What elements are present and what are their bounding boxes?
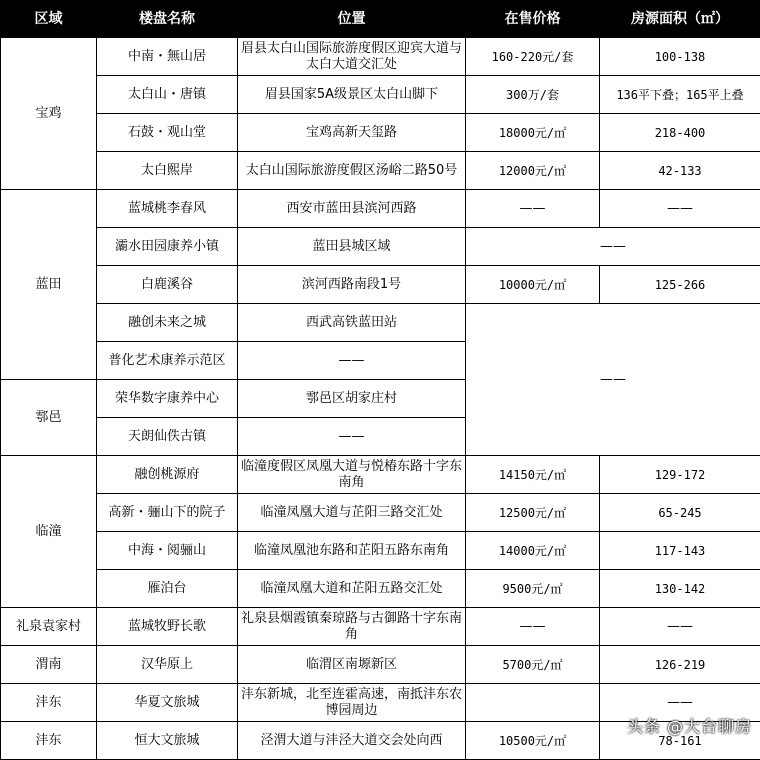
region-cell: 鄠邑	[1, 380, 97, 456]
property-name: 普化艺术康养示范区	[97, 342, 238, 380]
area-cell: ——	[600, 608, 760, 646]
location-cell: 礼泉县烟霞镇秦琼路与古御路十字东南角	[238, 608, 466, 646]
area-cell: 125-266	[600, 266, 760, 304]
table-row	[1, 456, 760, 494]
header-row	[1, 1, 760, 38]
property-name: 高新・骊山下的院子	[97, 494, 238, 532]
area-cell: 130-142	[600, 570, 760, 608]
area-cell: 65-245	[600, 494, 760, 532]
property-name: 蓝城牧野长歌	[97, 608, 238, 646]
property-name: 中南・無山居	[97, 38, 238, 76]
header-name: 楼盘名称	[97, 1, 238, 38]
location-cell: 沣东新城，北至连霍高速，南抵沣东农博园周边	[238, 684, 466, 722]
location-cell: 临潼度假区凤凰大道与悦椿东路十字东南角	[238, 456, 466, 494]
area-cell: 126-219	[600, 646, 760, 684]
area-cell: 136平下叠；165平上叠	[600, 76, 760, 114]
table-row	[1, 76, 760, 114]
location-cell: 临潼凤凰大道和芷阳五路交汇处	[238, 570, 466, 608]
area-cell: 117-143	[600, 532, 760, 570]
price-cell: 12500元/㎡	[466, 494, 600, 532]
region-cell: 蓝田	[1, 190, 97, 380]
header-region: 区域	[1, 1, 97, 38]
table-row	[1, 494, 760, 532]
table-row	[1, 114, 760, 152]
merged-price-area-cell: ——	[466, 228, 760, 266]
merged-price-area-cell: ——	[466, 304, 760, 456]
location-cell: 鄠邑区胡家庄村	[238, 380, 466, 418]
area-cell: 100-138	[600, 38, 760, 76]
price-cell: 10000元/㎡	[466, 266, 600, 304]
property-name: 石鼓・观山堂	[97, 114, 238, 152]
property-name: 太白山・唐镇	[97, 76, 238, 114]
location-cell: ——	[238, 342, 466, 380]
table-row	[1, 304, 760, 342]
property-name: 恒大文旅城	[97, 722, 238, 760]
watermark: 头条 @大台聊房	[627, 714, 752, 737]
location-cell: 蓝田县城区域	[238, 228, 466, 266]
price-cell: ——	[466, 190, 600, 228]
region-cell: 礼泉袁家村	[1, 608, 97, 646]
header-location: 位置	[238, 1, 466, 38]
location-cell: 眉县太白山国际旅游度假区迎宾大道与太白大道交汇处	[238, 38, 466, 76]
table-row	[1, 38, 760, 76]
region-cell: 沣东	[1, 684, 97, 722]
area-cell: ——	[600, 190, 760, 228]
property-name: 汉华原上	[97, 646, 238, 684]
area-cell: 129-172	[600, 456, 760, 494]
location-cell: 临潼凤凰池东路和芷阳五路东南角	[238, 532, 466, 570]
property-name: 太白熙岸	[97, 152, 238, 190]
price-cell: 10500元/㎡	[466, 722, 600, 760]
price-cell: 12000元/㎡	[466, 152, 600, 190]
price-cell: 18000元/㎡	[466, 114, 600, 152]
table-row	[1, 190, 760, 228]
region-cell: 临潼	[1, 456, 97, 608]
price-cell: 160-220元/套	[466, 38, 600, 76]
header-price: 在售价格	[466, 1, 600, 38]
property-name: 融创未来之城	[97, 304, 238, 342]
table-row	[1, 608, 760, 646]
location-cell: 临潼凤凰大道与芷阳三路交汇处	[238, 494, 466, 532]
property-name: 融创桃源府	[97, 456, 238, 494]
price-cell	[466, 684, 600, 722]
location-cell: 眉县国家5A级景区太白山脚下	[238, 76, 466, 114]
location-cell: 太白山国际旅游度假区汤峪二路50号	[238, 152, 466, 190]
area-cell: 42-133	[600, 152, 760, 190]
region-cell: 渭南	[1, 646, 97, 684]
table-row	[1, 266, 760, 304]
location-cell: 临渭区南塬新区	[238, 646, 466, 684]
area-cell: ——	[600, 684, 760, 722]
header-area: 房源面积（㎡）	[600, 1, 760, 38]
property-name: 白鹿溪谷	[97, 266, 238, 304]
area-cell: 78-161	[600, 722, 760, 760]
location-cell: 滨河西路南段1号	[238, 266, 466, 304]
property-name: 天朗仙佚古镇	[97, 418, 238, 456]
location-cell: 西安市蓝田县滨河西路	[238, 190, 466, 228]
location-cell: 泾渭大道与沣泾大道交会处向西	[238, 722, 466, 760]
property-name: 中海・阅骊山	[97, 532, 238, 570]
table-row	[1, 228, 760, 266]
price-cell: 300万/套	[466, 76, 600, 114]
price-cell: 5700元/㎡	[466, 646, 600, 684]
price-cell: 9500元/㎡	[466, 570, 600, 608]
price-cell: ——	[466, 608, 600, 646]
location-cell: ——	[238, 418, 466, 456]
table-row	[1, 532, 760, 570]
table-row	[1, 570, 760, 608]
property-name: 荣华数字康养中心	[97, 380, 238, 418]
location-cell: 宝鸡高新天玺路	[238, 114, 466, 152]
region-cell: 沣东	[1, 722, 97, 760]
table-row	[1, 646, 760, 684]
price-cell: 14150元/㎡	[466, 456, 600, 494]
property-name: 蓝城桃李春风	[97, 190, 238, 228]
location-cell: 西武高铁蓝田站	[238, 304, 466, 342]
property-name: 灞水田园康养小镇	[97, 228, 238, 266]
price-cell: 14000元/㎡	[466, 532, 600, 570]
region-cell: 宝鸡	[1, 38, 97, 190]
property-name: 华夏文旅城	[97, 684, 238, 722]
property-name: 雁泊台	[97, 570, 238, 608]
area-cell: 218-400	[600, 114, 760, 152]
table-row	[1, 152, 760, 190]
